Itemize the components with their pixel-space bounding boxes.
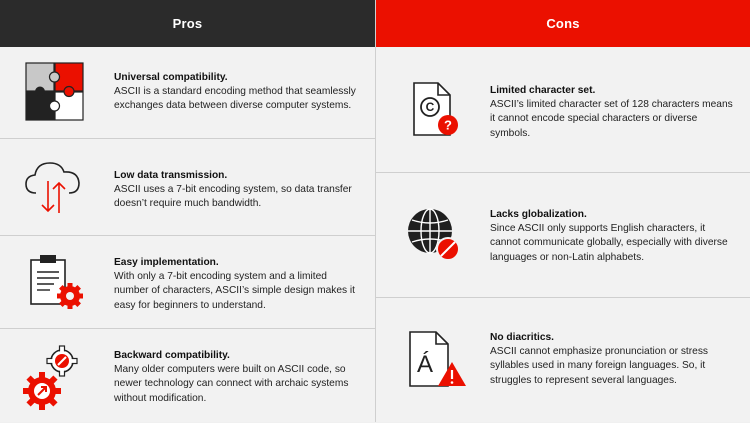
con-title: Limited character set. bbox=[490, 85, 596, 96]
gears-icon bbox=[20, 341, 84, 413]
con-body: Since ASCII only supports English characters, it cannot communicate globally, especially with diverse languages or non-Latin alphabets. bbox=[490, 223, 728, 263]
pro-title: Easy implementation. bbox=[114, 257, 219, 268]
pro-item-universal-compatibility bbox=[0, 47, 375, 138]
pro-title: Low data transmission. bbox=[114, 170, 228, 181]
pro-text bbox=[114, 349, 364, 406]
pro-text bbox=[114, 256, 364, 313]
pro-text bbox=[114, 71, 364, 114]
con-item-limited-character-set bbox=[376, 47, 750, 172]
con-text bbox=[490, 208, 735, 265]
clipboard-gear-icon bbox=[26, 252, 86, 314]
document-accent-warning-icon bbox=[406, 328, 468, 390]
pros-header bbox=[0, 0, 375, 47]
globe-blocked-icon bbox=[404, 205, 464, 265]
pro-text bbox=[114, 169, 364, 212]
con-body: ASCII cannot emphasize pronunciation or stress syllables used in many foreign languages. So, it struggles to represent several languages. bbox=[490, 346, 709, 386]
cons-header bbox=[376, 0, 750, 47]
con-item-no-diacritics bbox=[376, 297, 750, 423]
pro-title: Backward compatibility. bbox=[114, 350, 230, 361]
pro-item-easy-implementation bbox=[0, 235, 375, 329]
con-title: No diacritics. bbox=[490, 332, 554, 343]
con-body: ASCII’s limited character set of 128 characters means it cannot encode special characters or diverse symbols. bbox=[490, 99, 733, 139]
pro-body: With only a 7-bit encoding system and a limited number of characters, ASCII’s simple design makes it easy for beginners to understand. bbox=[114, 271, 356, 311]
con-text bbox=[490, 331, 735, 388]
pro-body: ASCII is a standard encoding method that seamlessly exchanges data between diverse computer systems. bbox=[114, 86, 356, 112]
pro-body: ASCII uses a 7-bit encoding system, so data transfer doesn’t require much bandwidth. bbox=[114, 184, 352, 210]
con-title: Lacks globalization. bbox=[490, 209, 587, 220]
document-copyright-question-icon bbox=[408, 79, 464, 141]
pro-item-backward-compatibility bbox=[0, 328, 375, 423]
pro-item-low-data-transmission bbox=[0, 138, 375, 236]
pro-title: Universal compatibility. bbox=[114, 72, 228, 83]
pros-header-label: Pros bbox=[172, 16, 203, 31]
cons-column bbox=[376, 0, 750, 422]
puzzle-icon bbox=[24, 61, 86, 123]
pro-body: Many older computers were built on ASCII code, so newer technology can connect with archaic systems without modification. bbox=[114, 364, 349, 404]
svg-text:C: C bbox=[425, 100, 435, 114]
cons-header-label: Cons bbox=[546, 16, 580, 31]
svg-text:?: ? bbox=[444, 117, 452, 133]
con-text bbox=[490, 84, 735, 141]
con-item-lacks-globalization bbox=[376, 172, 750, 298]
pros-column bbox=[0, 0, 375, 422]
accent-glyph: Á bbox=[416, 351, 434, 378]
cloud-transfer-icon bbox=[22, 157, 84, 217]
